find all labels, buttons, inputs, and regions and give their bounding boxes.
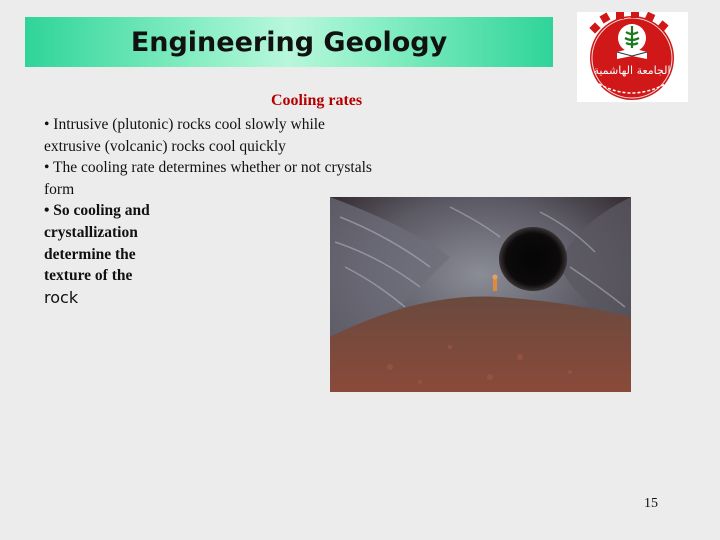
bullet-texture: [44, 200, 184, 286]
cave-image-icon: [330, 197, 631, 392]
slide-title: Engineering Geology: [130, 26, 448, 58]
slide-subtitle: Cooling rates: [271, 92, 363, 109]
bullet-texture-end: rock: [44, 287, 79, 307]
page-number: 15: [644, 496, 658, 511]
bullet-cooling-rate: • The cooling rate determines whether or not crystals form: [44, 159, 372, 198]
title-bar: [25, 17, 553, 67]
logo-seal-icon: [577, 12, 688, 102]
logo-text: الجامعة الهاشمية: [593, 64, 671, 77]
bullet-intrusive-extrusive: • Intrusive (plutonic) rocks cool slowly while extrusive (volcanic) rocks cool quickly: [44, 116, 325, 155]
bullet-texture-text: • So cooling and crystallization determine the texture of the: [44, 202, 150, 285]
lava-tube-photo: [330, 197, 631, 392]
university-logo: [577, 12, 688, 102]
